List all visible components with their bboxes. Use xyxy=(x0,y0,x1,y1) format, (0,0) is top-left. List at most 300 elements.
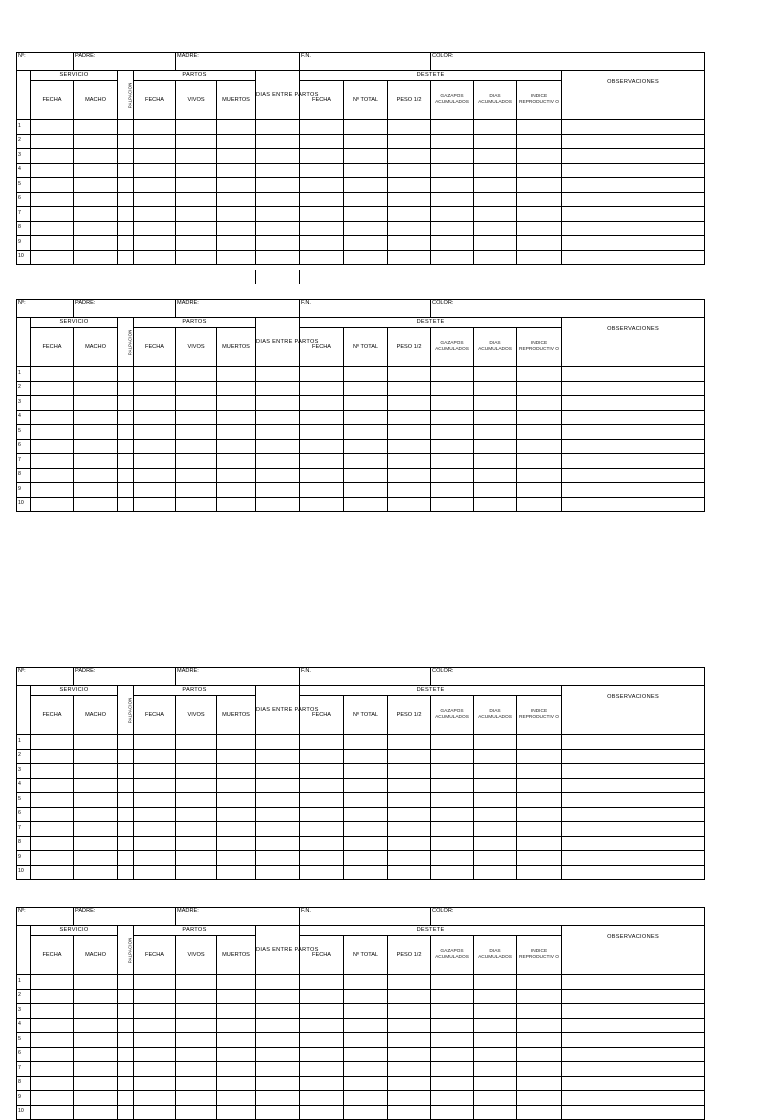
record-cell[interactable] xyxy=(31,1062,74,1077)
record-cell[interactable] xyxy=(431,778,474,793)
record-cell[interactable] xyxy=(74,439,118,454)
record-cell[interactable] xyxy=(118,439,134,454)
record-cell[interactable] xyxy=(431,149,474,164)
record-cell[interactable] xyxy=(517,192,562,207)
record-cell[interactable] xyxy=(474,975,517,990)
record-cell[interactable] xyxy=(176,778,217,793)
record-cell[interactable] xyxy=(431,134,474,149)
record-cell[interactable] xyxy=(256,425,300,440)
record-cell[interactable] xyxy=(118,1062,134,1077)
record-cell[interactable] xyxy=(562,454,705,469)
record-cell[interactable] xyxy=(118,250,134,265)
record-cell[interactable] xyxy=(431,836,474,851)
record-cell[interactable] xyxy=(217,149,256,164)
record-cell[interactable] xyxy=(176,1076,217,1091)
record-cell[interactable] xyxy=(134,454,176,469)
record-cell[interactable] xyxy=(344,1018,388,1033)
record-cell[interactable] xyxy=(517,1076,562,1091)
record-cell[interactable] xyxy=(431,236,474,251)
record-cell[interactable] xyxy=(300,865,344,880)
record-cell[interactable] xyxy=(74,1004,118,1019)
record-cell[interactable] xyxy=(517,1018,562,1033)
record-cell[interactable] xyxy=(176,735,217,750)
record-cell[interactable] xyxy=(217,1076,256,1091)
record-cell[interactable] xyxy=(31,1033,74,1048)
record-cell[interactable] xyxy=(256,149,300,164)
record-cell[interactable] xyxy=(431,221,474,236)
record-cell[interactable] xyxy=(134,735,176,750)
record-cell[interactable] xyxy=(256,807,300,822)
record-cell[interactable] xyxy=(431,1105,474,1120)
record-cell[interactable] xyxy=(176,975,217,990)
record-cell[interactable] xyxy=(431,822,474,837)
record-cell[interactable] xyxy=(134,163,176,178)
record-cell[interactable] xyxy=(300,468,344,483)
record-cell[interactable] xyxy=(300,793,344,808)
record-cell[interactable] xyxy=(474,1091,517,1106)
record-cell[interactable] xyxy=(118,1033,134,1048)
record-cell[interactable] xyxy=(431,178,474,193)
record-cell[interactable] xyxy=(134,381,176,396)
record-cell[interactable] xyxy=(300,396,344,411)
madre-field[interactable] xyxy=(176,53,300,71)
record-cell[interactable] xyxy=(388,1018,431,1033)
record-cell[interactable] xyxy=(256,989,300,1004)
record-cell[interactable] xyxy=(176,149,217,164)
birth-date-field[interactable] xyxy=(300,53,431,71)
record-cell[interactable] xyxy=(344,807,388,822)
record-cell[interactable] xyxy=(31,851,74,866)
record-cell[interactable] xyxy=(300,134,344,149)
record-cell[interactable] xyxy=(74,989,118,1004)
record-cell[interactable] xyxy=(217,851,256,866)
record-cell[interactable] xyxy=(431,120,474,135)
record-cell[interactable] xyxy=(562,236,705,251)
record-cell[interactable] xyxy=(217,192,256,207)
record-cell[interactable] xyxy=(300,1033,344,1048)
record-cell[interactable] xyxy=(300,1076,344,1091)
record-cell[interactable] xyxy=(134,989,176,1004)
record-cell[interactable] xyxy=(517,807,562,822)
record-cell[interactable] xyxy=(74,793,118,808)
record-cell[interactable] xyxy=(300,778,344,793)
record-cell[interactable] xyxy=(256,1091,300,1106)
record-cell[interactable] xyxy=(431,1004,474,1019)
record-cell[interactable] xyxy=(217,497,256,512)
record-cell[interactable] xyxy=(517,178,562,193)
record-cell[interactable] xyxy=(474,793,517,808)
record-cell[interactable] xyxy=(74,483,118,498)
record-cell[interactable] xyxy=(217,975,256,990)
record-cell[interactable] xyxy=(517,989,562,1004)
record-cell[interactable] xyxy=(118,764,134,779)
record-cell[interactable] xyxy=(474,439,517,454)
record-cell[interactable] xyxy=(344,483,388,498)
record-cell[interactable] xyxy=(517,396,562,411)
record-cell[interactable] xyxy=(562,163,705,178)
record-cell[interactable] xyxy=(217,396,256,411)
record-cell[interactable] xyxy=(31,120,74,135)
record-cell[interactable] xyxy=(474,367,517,382)
record-cell[interactable] xyxy=(31,1076,74,1091)
record-cell[interactable] xyxy=(517,483,562,498)
record-cell[interactable] xyxy=(562,425,705,440)
record-cell[interactable] xyxy=(134,396,176,411)
record-cell[interactable] xyxy=(300,381,344,396)
record-cell[interactable] xyxy=(388,851,431,866)
record-cell[interactable] xyxy=(300,425,344,440)
record-cell[interactable] xyxy=(344,793,388,808)
record-cell[interactable] xyxy=(31,807,74,822)
record-cell[interactable] xyxy=(517,134,562,149)
record-cell[interactable] xyxy=(118,468,134,483)
birth-date-field[interactable] xyxy=(300,908,431,926)
record-cell[interactable] xyxy=(176,250,217,265)
record-cell[interactable] xyxy=(31,410,74,425)
record-cell[interactable] xyxy=(31,764,74,779)
record-cell[interactable] xyxy=(118,793,134,808)
record-cell[interactable] xyxy=(388,410,431,425)
record-cell[interactable] xyxy=(344,192,388,207)
record-cell[interactable] xyxy=(118,735,134,750)
record-cell[interactable] xyxy=(344,497,388,512)
record-cell[interactable] xyxy=(300,149,344,164)
record-cell[interactable] xyxy=(134,1018,176,1033)
record-cell[interactable] xyxy=(74,468,118,483)
record-cell[interactable] xyxy=(217,250,256,265)
record-cell[interactable] xyxy=(388,454,431,469)
record-cell[interactable] xyxy=(176,1062,217,1077)
record-cell[interactable] xyxy=(118,410,134,425)
record-cell[interactable] xyxy=(300,236,344,251)
record-cell[interactable] xyxy=(562,468,705,483)
record-cell[interactable] xyxy=(300,1047,344,1062)
record-cell[interactable] xyxy=(134,793,176,808)
record-cell[interactable] xyxy=(388,381,431,396)
record-cell[interactable] xyxy=(176,822,217,837)
record-cell[interactable] xyxy=(388,163,431,178)
record-cell[interactable] xyxy=(256,468,300,483)
record-cell[interactable] xyxy=(134,865,176,880)
record-cell[interactable] xyxy=(474,163,517,178)
record-cell[interactable] xyxy=(134,120,176,135)
record-cell[interactable] xyxy=(344,134,388,149)
record-cell[interactable] xyxy=(134,975,176,990)
record-cell[interactable] xyxy=(562,497,705,512)
record-cell[interactable] xyxy=(300,1105,344,1120)
record-cell[interactable] xyxy=(217,120,256,135)
record-cell[interactable] xyxy=(388,439,431,454)
madre-field[interactable] xyxy=(176,300,300,318)
record-cell[interactable] xyxy=(118,178,134,193)
record-cell[interactable] xyxy=(474,425,517,440)
record-cell[interactable] xyxy=(431,468,474,483)
record-cell[interactable] xyxy=(344,149,388,164)
record-cell[interactable] xyxy=(344,1033,388,1048)
record-cell[interactable] xyxy=(517,250,562,265)
record-cell[interactable] xyxy=(176,851,217,866)
record-cell[interactable] xyxy=(300,439,344,454)
record-cell[interactable] xyxy=(256,1033,300,1048)
birth-date-field[interactable] xyxy=(300,668,431,686)
record-cell[interactable] xyxy=(517,454,562,469)
record-cell[interactable] xyxy=(118,1076,134,1091)
record-cell[interactable] xyxy=(31,1105,74,1120)
record-cell[interactable] xyxy=(344,454,388,469)
record-cell[interactable] xyxy=(31,735,74,750)
record-cell[interactable] xyxy=(300,749,344,764)
record-cell[interactable] xyxy=(256,207,300,222)
record-cell[interactable] xyxy=(217,1033,256,1048)
record-cell[interactable] xyxy=(517,163,562,178)
record-cell[interactable] xyxy=(74,1091,118,1106)
record-cell[interactable] xyxy=(431,410,474,425)
record-cell[interactable] xyxy=(176,793,217,808)
record-cell[interactable] xyxy=(562,735,705,750)
record-cell[interactable] xyxy=(134,778,176,793)
record-cell[interactable] xyxy=(217,793,256,808)
number-field[interactable] xyxy=(17,668,74,686)
record-cell[interactable] xyxy=(517,468,562,483)
record-cell[interactable] xyxy=(256,836,300,851)
record-cell[interactable] xyxy=(300,836,344,851)
record-cell[interactable] xyxy=(431,439,474,454)
record-cell[interactable] xyxy=(562,1004,705,1019)
record-cell[interactable] xyxy=(431,454,474,469)
record-cell[interactable] xyxy=(74,410,118,425)
record-cell[interactable] xyxy=(256,764,300,779)
record-cell[interactable] xyxy=(74,749,118,764)
record-cell[interactable] xyxy=(31,497,74,512)
record-cell[interactable] xyxy=(517,425,562,440)
record-cell[interactable] xyxy=(474,865,517,880)
record-cell[interactable] xyxy=(31,836,74,851)
record-cell[interactable] xyxy=(562,836,705,851)
record-cell[interactable] xyxy=(118,778,134,793)
record-cell[interactable] xyxy=(474,396,517,411)
record-cell[interactable] xyxy=(474,1047,517,1062)
record-cell[interactable] xyxy=(474,207,517,222)
record-cell[interactable] xyxy=(431,975,474,990)
record-cell[interactable] xyxy=(118,1047,134,1062)
record-cell[interactable] xyxy=(300,851,344,866)
record-cell[interactable] xyxy=(176,1091,217,1106)
record-cell[interactable] xyxy=(388,396,431,411)
record-cell[interactable] xyxy=(118,236,134,251)
record-cell[interactable] xyxy=(344,367,388,382)
record-cell[interactable] xyxy=(300,764,344,779)
record-cell[interactable] xyxy=(517,836,562,851)
record-cell[interactable] xyxy=(388,468,431,483)
record-cell[interactable] xyxy=(344,1004,388,1019)
record-cell[interactable] xyxy=(31,778,74,793)
record-cell[interactable] xyxy=(474,764,517,779)
record-cell[interactable] xyxy=(300,250,344,265)
record-cell[interactable] xyxy=(256,250,300,265)
color-field[interactable] xyxy=(431,908,705,926)
record-cell[interactable] xyxy=(388,735,431,750)
record-cell[interactable] xyxy=(344,221,388,236)
record-cell[interactable] xyxy=(31,163,74,178)
record-cell[interactable] xyxy=(562,793,705,808)
record-cell[interactable] xyxy=(176,178,217,193)
record-cell[interactable] xyxy=(118,749,134,764)
record-cell[interactable] xyxy=(118,381,134,396)
record-cell[interactable] xyxy=(74,236,118,251)
record-cell[interactable] xyxy=(176,865,217,880)
record-cell[interactable] xyxy=(256,396,300,411)
record-cell[interactable] xyxy=(217,134,256,149)
record-cell[interactable] xyxy=(388,1062,431,1077)
record-cell[interactable] xyxy=(176,483,217,498)
record-cell[interactable] xyxy=(388,822,431,837)
record-cell[interactable] xyxy=(431,1033,474,1048)
record-cell[interactable] xyxy=(256,221,300,236)
record-cell[interactable] xyxy=(388,425,431,440)
record-cell[interactable] xyxy=(474,1033,517,1048)
record-cell[interactable] xyxy=(474,807,517,822)
record-cell[interactable] xyxy=(176,410,217,425)
record-cell[interactable] xyxy=(344,778,388,793)
record-cell[interactable] xyxy=(134,439,176,454)
record-cell[interactable] xyxy=(562,192,705,207)
record-cell[interactable] xyxy=(217,410,256,425)
record-cell[interactable] xyxy=(474,120,517,135)
record-cell[interactable] xyxy=(256,439,300,454)
record-cell[interactable] xyxy=(517,749,562,764)
record-cell[interactable] xyxy=(74,221,118,236)
record-cell[interactable] xyxy=(176,454,217,469)
record-cell[interactable] xyxy=(431,381,474,396)
record-cell[interactable] xyxy=(134,178,176,193)
record-cell[interactable] xyxy=(217,1105,256,1120)
record-cell[interactable] xyxy=(344,975,388,990)
record-cell[interactable] xyxy=(31,1004,74,1019)
record-cell[interactable] xyxy=(474,1062,517,1077)
record-cell[interactable] xyxy=(176,1105,217,1120)
record-cell[interactable] xyxy=(74,149,118,164)
record-cell[interactable] xyxy=(176,163,217,178)
record-cell[interactable] xyxy=(300,221,344,236)
record-cell[interactable] xyxy=(134,822,176,837)
record-cell[interactable] xyxy=(31,221,74,236)
record-cell[interactable] xyxy=(431,192,474,207)
record-cell[interactable] xyxy=(118,454,134,469)
record-cell[interactable] xyxy=(517,1105,562,1120)
record-cell[interactable] xyxy=(388,989,431,1004)
record-cell[interactable] xyxy=(562,149,705,164)
record-cell[interactable] xyxy=(517,367,562,382)
record-cell[interactable] xyxy=(562,764,705,779)
record-cell[interactable] xyxy=(31,468,74,483)
record-cell[interactable] xyxy=(74,120,118,135)
record-cell[interactable] xyxy=(431,250,474,265)
record-cell[interactable] xyxy=(431,367,474,382)
record-cell[interactable] xyxy=(217,439,256,454)
number-field[interactable] xyxy=(17,300,74,318)
record-cell[interactable] xyxy=(474,410,517,425)
record-cell[interactable] xyxy=(256,381,300,396)
record-cell[interactable] xyxy=(474,836,517,851)
record-cell[interactable] xyxy=(134,1004,176,1019)
record-cell[interactable] xyxy=(217,749,256,764)
record-cell[interactable] xyxy=(562,1047,705,1062)
record-cell[interactable] xyxy=(217,236,256,251)
record-cell[interactable] xyxy=(256,134,300,149)
record-cell[interactable] xyxy=(118,192,134,207)
record-cell[interactable] xyxy=(74,207,118,222)
record-cell[interactable] xyxy=(74,865,118,880)
record-cell[interactable] xyxy=(31,439,74,454)
record-cell[interactable] xyxy=(31,250,74,265)
record-cell[interactable] xyxy=(74,1062,118,1077)
record-cell[interactable] xyxy=(31,134,74,149)
record-cell[interactable] xyxy=(431,207,474,222)
record-cell[interactable] xyxy=(517,410,562,425)
record-cell[interactable] xyxy=(517,149,562,164)
record-cell[interactable] xyxy=(344,381,388,396)
record-cell[interactable] xyxy=(300,497,344,512)
record-cell[interactable] xyxy=(176,1018,217,1033)
record-cell[interactable] xyxy=(74,1105,118,1120)
record-cell[interactable] xyxy=(217,836,256,851)
record-cell[interactable] xyxy=(217,1062,256,1077)
record-cell[interactable] xyxy=(388,207,431,222)
padre-field[interactable] xyxy=(74,53,176,71)
record-cell[interactable] xyxy=(300,483,344,498)
record-cell[interactable] xyxy=(431,793,474,808)
record-cell[interactable] xyxy=(31,381,74,396)
record-cell[interactable] xyxy=(344,764,388,779)
record-cell[interactable] xyxy=(134,425,176,440)
color-field[interactable] xyxy=(431,300,705,318)
record-cell[interactable] xyxy=(562,1105,705,1120)
record-cell[interactable] xyxy=(474,1076,517,1091)
record-cell[interactable] xyxy=(256,735,300,750)
record-cell[interactable] xyxy=(388,221,431,236)
record-cell[interactable] xyxy=(562,250,705,265)
record-cell[interactable] xyxy=(344,250,388,265)
record-cell[interactable] xyxy=(300,735,344,750)
record-cell[interactable] xyxy=(74,367,118,382)
record-cell[interactable] xyxy=(388,836,431,851)
record-cell[interactable] xyxy=(118,120,134,135)
record-cell[interactable] xyxy=(344,178,388,193)
record-cell[interactable] xyxy=(344,1105,388,1120)
record-cell[interactable] xyxy=(74,178,118,193)
record-cell[interactable] xyxy=(217,454,256,469)
record-cell[interactable] xyxy=(256,793,300,808)
record-cell[interactable] xyxy=(118,367,134,382)
record-cell[interactable] xyxy=(431,425,474,440)
record-cell[interactable] xyxy=(517,120,562,135)
record-cell[interactable] xyxy=(74,381,118,396)
record-cell[interactable] xyxy=(217,1004,256,1019)
record-cell[interactable] xyxy=(74,497,118,512)
birth-date-field[interactable] xyxy=(300,300,431,318)
record-cell[interactable] xyxy=(217,1047,256,1062)
record-cell[interactable] xyxy=(517,1091,562,1106)
record-cell[interactable] xyxy=(474,735,517,750)
record-cell[interactable] xyxy=(134,1076,176,1091)
record-cell[interactable] xyxy=(300,807,344,822)
record-cell[interactable] xyxy=(388,497,431,512)
record-cell[interactable] xyxy=(217,807,256,822)
record-cell[interactable] xyxy=(217,764,256,779)
record-cell[interactable] xyxy=(134,149,176,164)
record-cell[interactable] xyxy=(431,851,474,866)
record-cell[interactable] xyxy=(176,367,217,382)
